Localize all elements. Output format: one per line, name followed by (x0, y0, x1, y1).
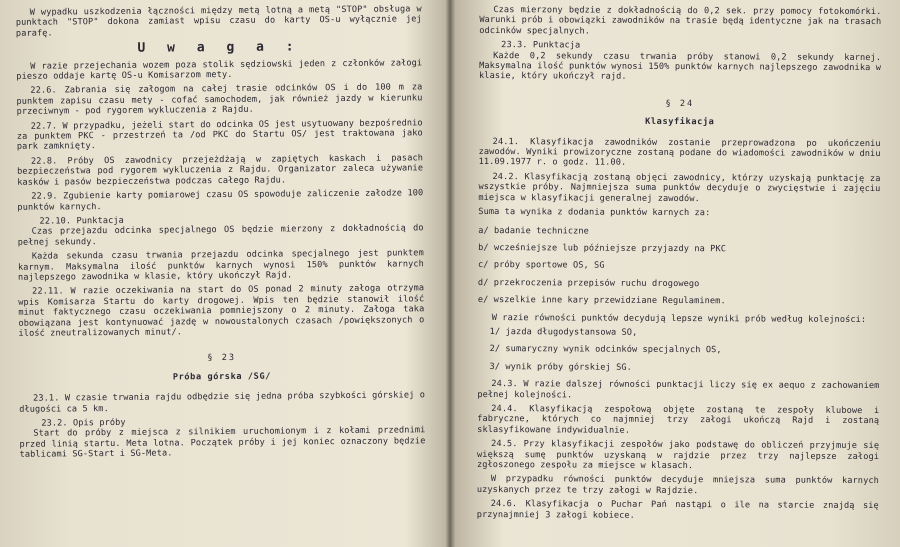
paragraph-intro-right: Czas mierzony będzie z dokładnością do 0,2 sek. przy pomocy fotokomórki. Warunki prób i obowiązki zawodników na trasie będą identyczne jak na trasach odcinków specjalnych. (479, 5, 882, 37)
paragraph-24-3: 24.3. W razie dalszej równości punktacji liczy się ex aequo z zachowaniem pełnej kolejności. (477, 379, 880, 401)
paragraph-sum: Suma ta wynika z dodania punktów karnych za: (478, 207, 711, 219)
list-item-1: 1/ jazda długodystansowa SO, (489, 326, 638, 338)
paragraph-22-10-b: Każda sekunda czasu trwania przejazdu odcinka specjalnego jest punktem karnym. Maksymalna ilość punktów karnych wynosi 150% punktów karnych najlepszego zawodnika w klasie, który ukończył Rajd. (17, 248, 424, 283)
paragraph-22-6: 22.6. Zabrania się załogom na całej trasie odcinków OS i do 100 m za punktem zapisu czasu mety - cofać samochodem, jak również jazdy w kierunku przeciwnym - pod rygorem wykluczenia z Rajdu. (16, 82, 423, 118)
paragraph-24-5-b: W przypadku równości punktów decyduje mniejsza suma punktów karnych uzyskanych przez te trzy załogi w Rajdzie. (476, 474, 879, 496)
paragraph-22-8: 22.8. Próby OS zawodnicy przejeżdżają w zapiętych kaskach i pasach bezpieczeństwa pod rygorem wykluczenia z Rajdu. Organizator zaleca używanie kasków i pasów bezpieczeństwa podczas całego Rajdu. (17, 153, 424, 188)
paragraph-23-1: 23.1. W czasie trwania rajdu odbędzie się jedna próba szybkości górskiej o długości ca 5 km. (19, 390, 426, 415)
paragraph-23-2-heading: 23.2. Opis próby (41, 417, 126, 429)
list-item-d: d/ przekroczenia przepisów ruchu drogowego (477, 277, 700, 289)
section-23-number: § 23 (207, 353, 237, 364)
section-24-title: Klasyfikacja (645, 117, 715, 128)
paragraph-22-7: 22.7. W przypadku, jeżeli start do odcinka OS jest usytuowany bezpośrednio za punktem PKC - przestrzeń ta /od PKC do Startu OS/ jest traktowana jako park zamknięty. (16, 117, 423, 153)
paragraph-24-2: 24.2. Klasyfikacją zostaną objęci zawodnicy, którzy uzyskają punktację za wszystkie próby. Najmniejsza suma punktów decyduje o zwycięstwie i zajęciu miejsca w klasyfikacji generalnej zawodów. (478, 171, 881, 204)
list-item-2: 2/ sumaryczny wynik odcinków specjalnych OS, (489, 344, 722, 356)
paragraph-22-9: 22.9. Zgubienie karty pomiarowej czasu OS spowoduje zaliczenie załodze 100 punktów karnych. (17, 188, 424, 213)
section-24-number: § 24 (665, 98, 695, 109)
paragraph-23-3: Każde 0,2 sekundy czasu trwania próby stanowi 0,2 sekundy karnej. Maksymalna ilość punktów wynosi 150% punktów karnych najlepszego zawodnika w klasie, który ukończył rajd. (479, 50, 882, 83)
paragraph-24-1: 24.1. Klasyfikacja zawodników zostanie przeprowadzona po ukończeniu zawodów. Wyniki prowizoryczne zostaną podane do wiadomości zawodników w dniu 11.09.1977 r. o godz. 11.00. (478, 136, 881, 169)
heading-uwaga: U w a g a : (137, 39, 301, 56)
list-item-b: b/ wcześniejsze lub późniejsze przyjazdy na PKC (478, 242, 727, 255)
paragraph-24-5: 24.5. Przy klasyfikacji zespołów jako podstawę do obliczeń przyjmuje się większą sumę punktów uzyskaną w rajdzie przez trzy najlepsze załogi zgłoszonego zespołu za miejsce w klasach. (476, 439, 880, 472)
paragraph-22-11: 22.11. W razie oczekiwania na start do OS ponad 2 minuty załoga otrzyma wpis Komisarza Startu do karty drogowej. Wpis ten będzie stanowił ilość minut faktycznego czasu oczekiwania pomniejszony o 2 minuty. Załoga taka obowiązana jest kontynuować jazdę w nowoustalonych czasach /powiększonych o ilość zneutralizowanych minut/. (18, 283, 425, 339)
list-item-e: e/ wszelkie inne kary przewidziane Regulaminem. (477, 295, 726, 307)
list-item-c: c/ próby sportowe OS, SG (478, 260, 605, 271)
paragraph-uwaga: W razie przejechania wozem poza stolik sędziowski jeden z członków załogi pieszo oddaje kartę OS-u Komisarzom mety. (16, 57, 423, 82)
paragraph-rownosc: W razie równości punktów decydują lepsze wyniki prób według kolejności: (491, 312, 867, 325)
list-item-a: a/ badanie techniczne (478, 225, 590, 237)
section-23-title: Próba górska /SG/ (172, 371, 272, 383)
paragraph-intro: W wypadku uszkodzenia łączności między metą lotną a metą "STOP" obsługa w punktach "STOP" dokona zamiast wpisu czasu do karty OS-u wyłącznie jej parafę. (15, 4, 422, 39)
paragraph-23-2-a: Start do próby z miejsca z silnikiem uruchomionym i z kołami przednimi przed linią startu. Meta lotna. Początek próby i jej koniec oznaczony będzie tablicami SG-Start i SG-Meta. (19, 425, 426, 461)
paragraph-22-10-heading: 22.10. Punktacja (39, 215, 124, 227)
list-item-3: 3/ wynik próby górskiej SG. (489, 361, 632, 373)
paragraph-24-6: 24.6. Klasyfikacja o Puchar Pań nastąpi o ile na starcie znajdą się przynajmniej 3 załogi kobiece. (476, 499, 879, 521)
right-page (451, 0, 900, 547)
paragraph-22-10-a: Czas przejazdu odcinka specjalnego OS będzie mierzony z dokładnością do pełnej sekundy. (17, 223, 424, 248)
paragraph-24-4: 24.4. Klasyfikacją zespołową objęte zostaną te zespoły klubowe i fabryczne, których co najmniej trzy załogi ukończą Rajd i zostaną sklasyfikowane indywidualnie. (477, 404, 880, 436)
paragraph-23-3-heading: 23.3. Punktacja (501, 40, 581, 51)
